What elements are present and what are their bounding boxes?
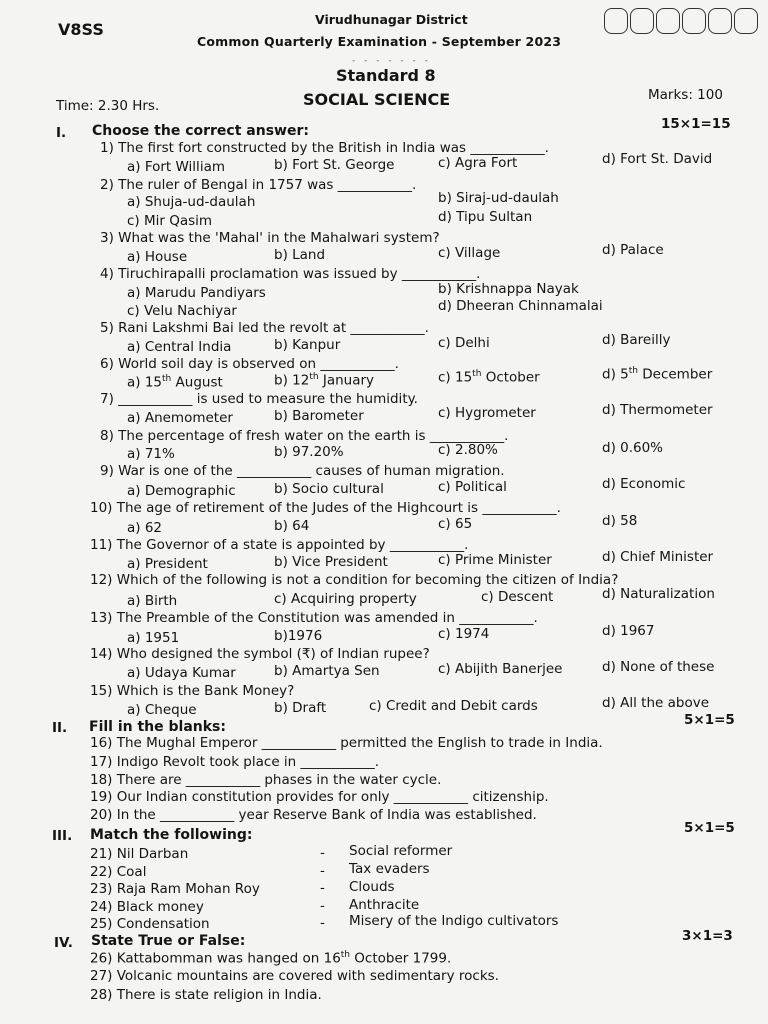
fill-question: 19) Our Indian constitution provides for only ___________ citizenship. bbox=[90, 789, 549, 805]
match-dash: - bbox=[320, 915, 325, 931]
option-c: c) Delhi bbox=[438, 335, 490, 351]
option-b: b) Amartya Sen bbox=[274, 663, 380, 679]
option-a: a) Birth bbox=[127, 593, 178, 609]
option-c: c) 15th October bbox=[438, 369, 540, 386]
option-b: c) Acquiring property bbox=[274, 591, 417, 607]
option-c: c) Village bbox=[438, 245, 501, 261]
option-b: b) Siraj-ud-daulah bbox=[438, 190, 559, 206]
match-right-item: Anthracite bbox=[349, 897, 420, 913]
section-number: I. bbox=[56, 125, 67, 141]
option-d: d) 0.60% bbox=[602, 440, 664, 456]
district-name: Virudhunagar District bbox=[315, 12, 468, 27]
register-box bbox=[656, 8, 680, 34]
option-a: a) Anemometer bbox=[127, 410, 233, 426]
question: 7) ___________ is used to measure the humidity. bbox=[100, 391, 418, 407]
option-a: a) Demographic bbox=[127, 483, 236, 499]
separator-dashes: - - - - - - - bbox=[352, 56, 431, 66]
option-b: b) 64 bbox=[274, 518, 310, 534]
true-false-question: 28) There is state religion in India. bbox=[90, 987, 322, 1003]
section-score: 5×1=5 bbox=[684, 820, 735, 836]
register-box bbox=[708, 8, 732, 34]
option-d: d) Thermometer bbox=[602, 402, 713, 418]
option-d: d) Fort St. David bbox=[602, 151, 713, 167]
section-number: IV. bbox=[54, 935, 73, 951]
subject-title: SOCIAL SCIENCE bbox=[303, 90, 451, 109]
option-d: d) 1967 bbox=[602, 623, 655, 639]
section-title: Choose the correct answer: bbox=[92, 123, 309, 139]
option-b: b) Fort St. George bbox=[274, 157, 395, 173]
option-d: d) Naturalization bbox=[602, 586, 715, 602]
option-b: b) Draft bbox=[274, 700, 327, 716]
section-title: Match the following: bbox=[90, 827, 253, 843]
option-c: c) Agra Fort bbox=[438, 155, 518, 171]
option-b: b) 12th January bbox=[274, 372, 375, 389]
option-b: b)1976 bbox=[274, 628, 323, 644]
register-box bbox=[604, 8, 628, 34]
section-number: III. bbox=[52, 828, 73, 844]
option-b: b) Kanpur bbox=[274, 337, 341, 353]
match-left-item: 25) Condensation bbox=[90, 916, 210, 932]
option-b: b) Barometer bbox=[274, 408, 364, 424]
question: 15) Which is the Bank Money? bbox=[90, 683, 295, 699]
section-score: 15×1=15 bbox=[661, 116, 731, 132]
exam-title: Common Quarterly Examination - September 2023 bbox=[197, 34, 562, 49]
match-right-item: Tax evaders bbox=[349, 861, 430, 877]
option-c: c) Hygrometer bbox=[438, 405, 536, 421]
register-box bbox=[734, 8, 758, 34]
question: 2) The ruler of Bengal in 1757 was ___________. bbox=[100, 177, 417, 193]
question: 1) The first fort constructed by the British in India was ___________. bbox=[100, 140, 549, 156]
true-false-question: 27) Volcanic mountains are covered with sedimentary rocks. bbox=[90, 968, 499, 984]
fill-question: 17) Indigo Revolt took place in ___________. bbox=[90, 754, 380, 770]
option-d: d) Bareilly bbox=[602, 332, 671, 348]
option-a: a) 62 bbox=[127, 520, 163, 536]
option-a: a) 15th August bbox=[127, 374, 223, 391]
section-title: State True or False: bbox=[91, 933, 246, 949]
match-left-item: 23) Raja Ram Mohan Roy bbox=[90, 881, 260, 897]
option-b: b) Krishnappa Nayak bbox=[438, 281, 579, 297]
match-right-item: Misery of the Indigo cultivators bbox=[349, 913, 559, 929]
option-c: c) Velu Nachiyar bbox=[127, 303, 237, 319]
option-d: d) Tipu Sultan bbox=[438, 209, 533, 225]
option-d: d) Economic bbox=[602, 476, 686, 492]
register-number-boxes bbox=[604, 8, 758, 34]
question: 6) World soil day is observed on ___________. bbox=[100, 356, 399, 372]
option-d: d) 5th December bbox=[602, 366, 713, 383]
section-score: 3×1=3 bbox=[682, 928, 733, 944]
section-score: 5×1=5 bbox=[684, 712, 735, 728]
option-c: c) Abijith Banerjee bbox=[438, 661, 563, 677]
question: 14) Who designed the symbol (₹) of Indian rupee? bbox=[90, 646, 430, 662]
match-left-item: 21) Nil Darban bbox=[90, 846, 189, 862]
question: 4) Tiruchirapalli proclamation was issued by ___________. bbox=[100, 266, 481, 282]
option-a: a) President bbox=[127, 556, 208, 572]
match-dash: - bbox=[320, 845, 325, 861]
question: 12) Which of the following is not a condition for becoming the citizen of India? bbox=[90, 572, 619, 588]
option-c: c) Prime Minister bbox=[438, 552, 552, 568]
option-c: c) Credit and Debit cards bbox=[369, 698, 538, 714]
standard-title: Standard 8 bbox=[336, 66, 436, 85]
match-dash: - bbox=[320, 863, 325, 879]
option-a: a) Udaya Kumar bbox=[127, 665, 236, 681]
true-false-question: 26) Kattabomman was hanged on 16th October 1799. bbox=[90, 950, 452, 967]
option-d: d) 58 bbox=[602, 513, 638, 529]
option-c: c) Descent bbox=[481, 589, 554, 605]
option-a: a) Fort William bbox=[127, 159, 225, 175]
question: 11) The Governor of a state is appointed by ___________. bbox=[90, 537, 469, 553]
option-a: a) Central India bbox=[127, 339, 232, 355]
option-b: b) Socio cultural bbox=[274, 481, 384, 497]
match-left-item: 22) Coal bbox=[90, 864, 147, 880]
option-c: c) 1974 bbox=[438, 626, 490, 642]
time-allowed: Time: 2.30 Hrs. bbox=[56, 98, 160, 114]
total-marks: Marks: 100 bbox=[648, 87, 723, 103]
option-a: a) Marudu Pandiyars bbox=[127, 285, 266, 301]
register-box bbox=[630, 8, 654, 34]
question: 5) Rani Lakshmi Bai led the revolt at ___________. bbox=[100, 320, 429, 336]
paper-code: V8SS bbox=[58, 20, 104, 39]
match-right-item: Clouds bbox=[349, 879, 395, 895]
option-c: c) Mir Qasim bbox=[127, 213, 213, 229]
match-right-item: Social reformer bbox=[349, 843, 453, 859]
option-b: b) 97.20% bbox=[274, 444, 344, 460]
option-d: d) None of these bbox=[602, 659, 715, 675]
option-a: a) 71% bbox=[127, 446, 175, 462]
fill-question: 18) There are ___________ phases in the water cycle. bbox=[90, 772, 442, 788]
question: 9) War is one of the ___________ causes of human migration. bbox=[100, 463, 505, 479]
question: 10) The age of retirement of the Judes of the Highcourt is ___________. bbox=[90, 500, 561, 516]
option-a: a) Shuja-ud-daulah bbox=[127, 194, 256, 210]
option-b: b) Land bbox=[274, 247, 326, 263]
question: 13) The Preamble of the Constitution was amended in ___________. bbox=[90, 610, 538, 626]
option-a: a) House bbox=[127, 249, 188, 265]
question: 8) The percentage of fresh water on the earth is ___________. bbox=[100, 428, 509, 444]
match-dash: - bbox=[320, 880, 325, 896]
option-c: c) 2.80% bbox=[438, 442, 498, 458]
section-title: Fill in the blanks: bbox=[89, 719, 226, 735]
match-dash: - bbox=[320, 898, 325, 914]
register-box bbox=[682, 8, 706, 34]
fill-question: 16) The Mughal Emperor ___________ permitted the English to trade in India. bbox=[90, 735, 603, 751]
option-c: c) Political bbox=[438, 479, 507, 495]
option-d: d) Dheeran Chinnamalai bbox=[438, 298, 603, 314]
option-d: d) Palace bbox=[602, 242, 664, 258]
match-left-item: 24) Black money bbox=[90, 899, 204, 915]
fill-question: 20) In the ___________ year Reserve Bank of India was established. bbox=[90, 807, 537, 823]
option-a: a) 1951 bbox=[127, 630, 180, 646]
option-a: a) Cheque bbox=[127, 702, 197, 718]
option-c: c) 65 bbox=[438, 516, 473, 532]
question: 3) What was the 'Mahal' in the Mahalwari system? bbox=[100, 230, 440, 246]
option-d: d) All the above bbox=[602, 695, 709, 711]
option-d: d) Chief Minister bbox=[602, 549, 714, 565]
option-b: b) Vice President bbox=[274, 554, 388, 570]
section-number: II. bbox=[52, 720, 68, 736]
